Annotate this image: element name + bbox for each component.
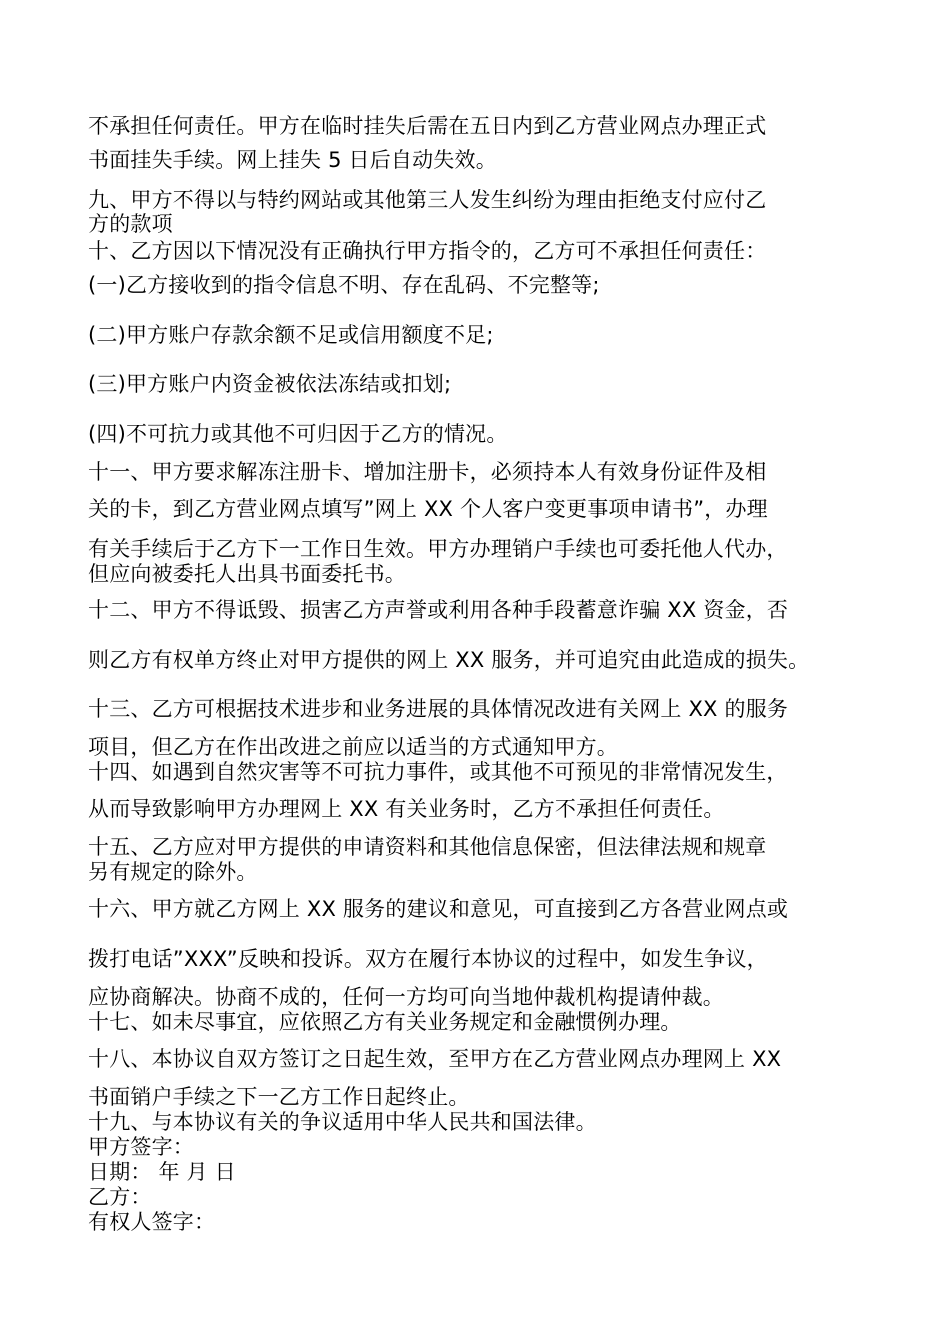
signature-label-party-b: 乙方： xyxy=(88,1185,152,1209)
text-line: 十九、与本协议有关的争议适用中华人民共和国法律。 xyxy=(88,1110,597,1134)
text-line: (一)乙方接收到的指令信息不明、存在乱码、不完整等; xyxy=(88,273,600,297)
text-line: 十八、本协议自双方签订之日起生效，至甲方在乙方营业网点办理网上 XX xyxy=(88,1047,782,1071)
text-line: 方的款项 xyxy=(88,212,173,236)
text-line: 另有规定的除外。 xyxy=(88,860,258,884)
text-line: 不承担任何责任。甲方在临时挂失后需在五日内到乙方营业网点办理正式 xyxy=(88,114,767,138)
text-line: 书面挂失手续。网上挂失 5 日后自动失效。 xyxy=(88,148,497,172)
text-line: 十六、甲方就乙方网上 XX 服务的建议和意见，可直接到乙方各营业网点或 xyxy=(88,897,789,921)
text-line: 有关手续后于乙方下一工作日生效。甲方办理销户手续也可委托他人代办， xyxy=(88,537,788,561)
text-line: 十二、甲方不得诋毁、损害乙方声誉或利用各种手段蓄意诈骗 XX 资金，否 xyxy=(88,598,789,622)
text-line: 十、乙方因以下情况没有正确执行甲方指令的，乙方可不承担任何责任： xyxy=(88,239,767,263)
text-line: (三)甲方账户内资金被依法冻结或扣划; xyxy=(88,372,452,396)
text-line: 十一、甲方要求解冻注册卡、增加注册卡，必须持本人有效身份证件及相 xyxy=(88,460,767,484)
text-line: 应协商解决。协商不成的，任何一方均可向当地仲裁机构提请仲裁。 xyxy=(88,985,724,1009)
text-line: 但应向被委托人出具书面委托书。 xyxy=(88,562,406,586)
text-line: 从而导致影响甲方办理网上 XX 有关业务时，乙方不承担任何责任。 xyxy=(88,797,725,821)
date-label: 日期： 年 月 日 xyxy=(88,1160,236,1184)
signature-label-party-a: 甲方签字： xyxy=(88,1135,194,1159)
text-line: 十七、如未尽事宜，应依照乙方有关业务规定和金融惯例办理。 xyxy=(88,1010,682,1034)
text-line: 则乙方有权单方终止对甲方提供的网上 XX 服务，并可追究由此造成的损失。 xyxy=(88,648,810,672)
text-line: 十四、如遇到自然灾害等不可抗力事件，或其他不可预见的非常情况发生， xyxy=(88,760,788,784)
text-line: 关的卡，到乙方营业网点填写”网上 XX 个人客户变更事项申请书”，办理 xyxy=(88,497,768,521)
text-line: 项目，但乙方在作出改进之前应以适当的方式通知甲方。 xyxy=(88,735,618,759)
authorized-signature-label: 有权人签字： xyxy=(88,1210,216,1234)
text-line: (四)不可抗力或其他不可归因于乙方的情况。 xyxy=(88,422,508,446)
text-line: 九、甲方不得以与特约网站或其他第三人发生纠纷为理由拒绝支付应付乙 xyxy=(88,188,767,212)
text-line: 十五、乙方应对甲方提供的申请资料和其他信息保密，但法律法规和规章 xyxy=(88,835,767,859)
text-line: 书面销户手续之下一乙方工作日起终止。 xyxy=(88,1085,470,1109)
text-line: 十三、乙方可根据技术进步和业务进展的具体情况改进有关网上 XX 的服务 xyxy=(88,697,789,721)
text-line: (二)甲方账户存款余额不足或信用额度不足; xyxy=(88,323,494,347)
text-line: 拨打电话”XXX”反映和投诉。双方在履行本协议的过程中，如发生争议， xyxy=(88,947,768,971)
